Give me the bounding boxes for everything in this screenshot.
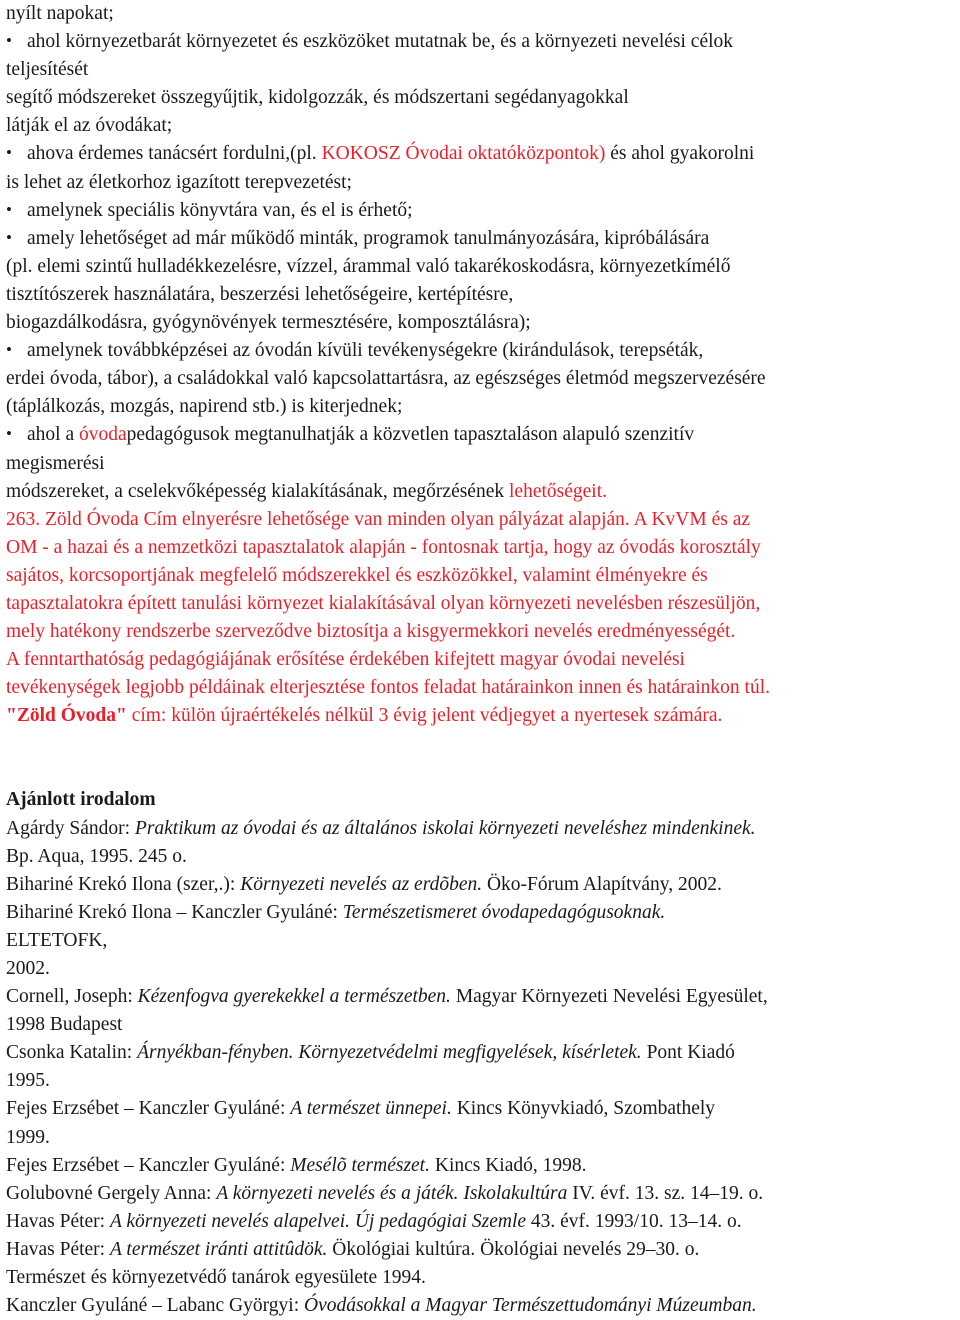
bibliography-entry-line: [6, 1152, 960, 1180]
entry-publisher: Öko-Fórum Alapítvány, 2002.: [482, 873, 722, 895]
red-paragraph-line: tevékenységek legjobb példáinak elterjesztése fontos feladat határainkon innen és határainkon túl.: [6, 677, 771, 699]
entry-author: ELTETOFK,: [6, 929, 108, 951]
entry-title: Környezeti nevelés az erdõben.: [240, 873, 483, 895]
bibliography-entry-line: [6, 1180, 960, 1208]
entry-author: Természet és környezetvédő tanárok egyesülete 1994.: [6, 1267, 426, 1289]
bullet-item: • amelynek továbbképzései az óvodán kívüli tevékenységekre (kirándulások, terepséták,: [6, 337, 960, 365]
bibliography-entry-line: [6, 1011, 960, 1039]
entry-publisher: Kincs Könyvkiadó, Szombathely: [451, 1098, 716, 1120]
text-line: teljesítését: [6, 59, 89, 81]
entry-publisher: Kincs Kiadó, 1998.: [429, 1154, 587, 1176]
entry-title: Óvodásokkal a Magyar Természettudományi Múzeumban.: [303, 1295, 757, 1317]
entry-author: Csonka Katalin:: [6, 1042, 138, 1064]
bibliography-entry-line: [6, 1039, 960, 1067]
entry-publisher: IV. évf. 13. sz. 14–19. o.: [567, 1182, 764, 1204]
bibliography-entry-line: [6, 1292, 960, 1320]
entry-author: 1998 Budapest: [6, 1014, 123, 1036]
entry-title: Kézenfogva gyerekekkel a természetben.: [137, 986, 451, 1008]
text-line: tisztítószerek használatára, beszerzési lehetőségeire, kertépítésre,: [6, 283, 514, 305]
bullet-item: • ahol a óvodapedagógusok megtanulhatják a közvetlen tapasztaláson alapuló szenzitív: [6, 421, 960, 449]
entry-title: A természet iránti attitûdök.: [109, 1238, 328, 1260]
text-line: is lehet az életkorhoz igazított terepvezetést;: [6, 171, 352, 193]
red-paragraph-line: tapasztalatokra épített tanulási környezet kialakításával olyan környezeti nevelésben részesüljön,: [6, 592, 761, 614]
bibliography-entry-line: [6, 1236, 960, 1264]
bibliography-entry-line: [6, 983, 960, 1011]
entry-publisher: 43. évf. 1993/10. 13–14. o.: [526, 1210, 742, 1232]
entry-title: Természetismeret óvodapedagógusoknak.: [342, 901, 666, 923]
bibliography-heading: Ajánlott irodalom: [6, 789, 156, 811]
entry-publisher: Ökológiai kultúra. Ökológiai nevelés 29–30. o.: [327, 1238, 700, 1260]
entry-publisher: Magyar Környezeti Nevelési Egyesület,: [450, 986, 768, 1008]
bullet-item: • ahova érdemes tanácsért fordulni,(pl. KOKOSZ Óvodai oktatóközpontok) és ahol gyakorolni: [6, 140, 960, 168]
entry-author: Bihariné Krekó Ilona (szer,.):: [6, 873, 241, 895]
red-paragraph-line: 263. Zöld Óvoda Cím elnyerésre lehetősége van minden olyan pályázat alapján. A KvVM és az: [6, 508, 751, 530]
bullet-icon: •: [6, 31, 12, 51]
red-paragraph-line: sajátos, korcsoportjának megfelelő módszerekkel és eszközökkel, valamint élményekre és: [6, 564, 708, 586]
entry-author: 1995.: [6, 1070, 50, 1092]
lehetosegeit-link[interactable]: lehetőségeit.: [509, 480, 608, 502]
entry-author: Golubovné Gergely Anna:: [6, 1182, 217, 1204]
entry-title: A természet ünnepei.: [290, 1098, 452, 1120]
section-gap: [6, 730, 960, 786]
entry-author: Agárdy Sándor:: [6, 817, 135, 839]
text-line: nyílt napokat;: [6, 3, 114, 24]
text-line: (táplálkozás, mozgás, napirend stb.) is kiterjednek;: [6, 396, 403, 418]
bullet-item: • amelynek speciális könyvtára van, és el is érhető;: [6, 197, 960, 225]
red-paragraph-line: mely hatékony rendszerbe szerveződve biztosítja a kisgyermekkori nevelés eredményességét.: [6, 621, 736, 643]
entry-author: Fejes Erzsébet – Kanczler Gyuláné:: [6, 1154, 291, 1176]
text-line: erdei óvoda, tábor), a családokkal való kapcsolattartásra, az egészséges életmód megszervezésére: [6, 368, 766, 390]
entry-author: Kanczler Gyuláné – Labanc Györgyi:: [6, 1295, 304, 1317]
bibliography-entry-line: [6, 955, 960, 983]
bibliography-entry-line: [6, 1264, 960, 1292]
red-paragraph-line: OM - a hazai és a nemzetközi tapasztalatok alapján - fontosnak tartja, hogy az óvodás korosztály: [6, 536, 761, 558]
bullet-item: • ahol környezetbarát környezetet és eszközöket mutatnak be, és a környezeti nevelési célok: [6, 28, 960, 56]
entry-author: Cornell, Joseph:: [6, 986, 138, 1008]
text-line: biogazdálkodásra, gyógynövények termesztésére, komposztálásra);: [6, 312, 531, 334]
entry-author: 1999.: [6, 1126, 50, 1148]
bibliography-entry-line: [6, 843, 960, 871]
bibliography-list: [6, 815, 960, 1320]
entry-author: Bihariné Krekó Ilona – Kanczler Gyuláné:: [6, 901, 343, 923]
red-paragraph-line: A fenntarthatóság pedagógiájának erősítése érdekében kifejtett magyar óvodai nevelési: [6, 649, 685, 671]
ovoda-link[interactable]: óvoda: [78, 424, 127, 446]
bibliography-entry-line: [6, 1095, 960, 1123]
entry-author: Bp. Aqua, 1995. 245 o.: [6, 845, 187, 867]
text-line: segítő módszereket összegyűjtik, kidolgozzák, és módszertani segédanyagokkal: [6, 87, 629, 109]
bullet-icon: •: [6, 340, 12, 360]
entry-publisher: Pont Kiadó: [641, 1042, 735, 1064]
entry-title: Mesélõ természet.: [290, 1154, 430, 1176]
entry-author: Fejes Erzsébet – Kanczler Gyuláné:: [6, 1098, 291, 1120]
bibliography-entry-line: [6, 899, 960, 927]
red-paragraph-line: "Zöld Óvoda" cím: külön újraértékelés nélkül 3 évig jelent védjegyet a nyertesek számára.: [6, 705, 723, 727]
text-line: módszereket, a cselekvőképesség kialakításának, megőrzésének lehetőségeit.: [6, 480, 608, 502]
kokosz-reference: KOKOSZ Óvodai oktatóközpontok): [321, 143, 606, 165]
text-line: látják el az óvodákat;: [6, 115, 173, 137]
bibliography-entry-line: [6, 815, 960, 843]
bullet-icon: •: [6, 143, 12, 163]
entry-title: A környezeti nevelés alapelvei. Új pedagógiai Szemle: [109, 1210, 527, 1232]
bibliography-entry-line: [6, 871, 960, 899]
entry-title: Praktikum az óvodai és az általános iskolai környezeti neveléshez mindenkinek.: [134, 817, 756, 839]
bibliography-entry-line: [6, 1208, 960, 1236]
entry-author: Havas Péter:: [6, 1238, 110, 1260]
bibliography-entry-line: [6, 1067, 960, 1095]
entry-title: Árnyékban-fényben. Környezetvédelmi megfigyelések, kísérletek.: [137, 1042, 642, 1064]
text-line: megismerési: [6, 452, 105, 474]
entry-author: Havas Péter:: [6, 1210, 110, 1232]
entry-author: 2002.: [6, 958, 50, 979]
bullet-icon: •: [6, 424, 12, 444]
text-line: (pl. elemi szintű hulladékkezelésre, vízzel, árammal való takarékoskodásra, környezetkímélő: [6, 255, 731, 277]
zold-ovoda-title: "Zöld Óvoda": [6, 705, 127, 727]
bullet-item: • amely lehetőséget ad már működő minták, programok tanulmányozására, kipróbálására: [6, 225, 960, 253]
bullet-icon: •: [6, 199, 12, 219]
bullet-icon: •: [6, 227, 12, 247]
bibliography-entry-line: [6, 1124, 960, 1152]
bibliography-entry-line: [6, 927, 960, 955]
entry-title: A környezeti nevelés és a játék. Iskolakultúra: [216, 1182, 568, 1204]
